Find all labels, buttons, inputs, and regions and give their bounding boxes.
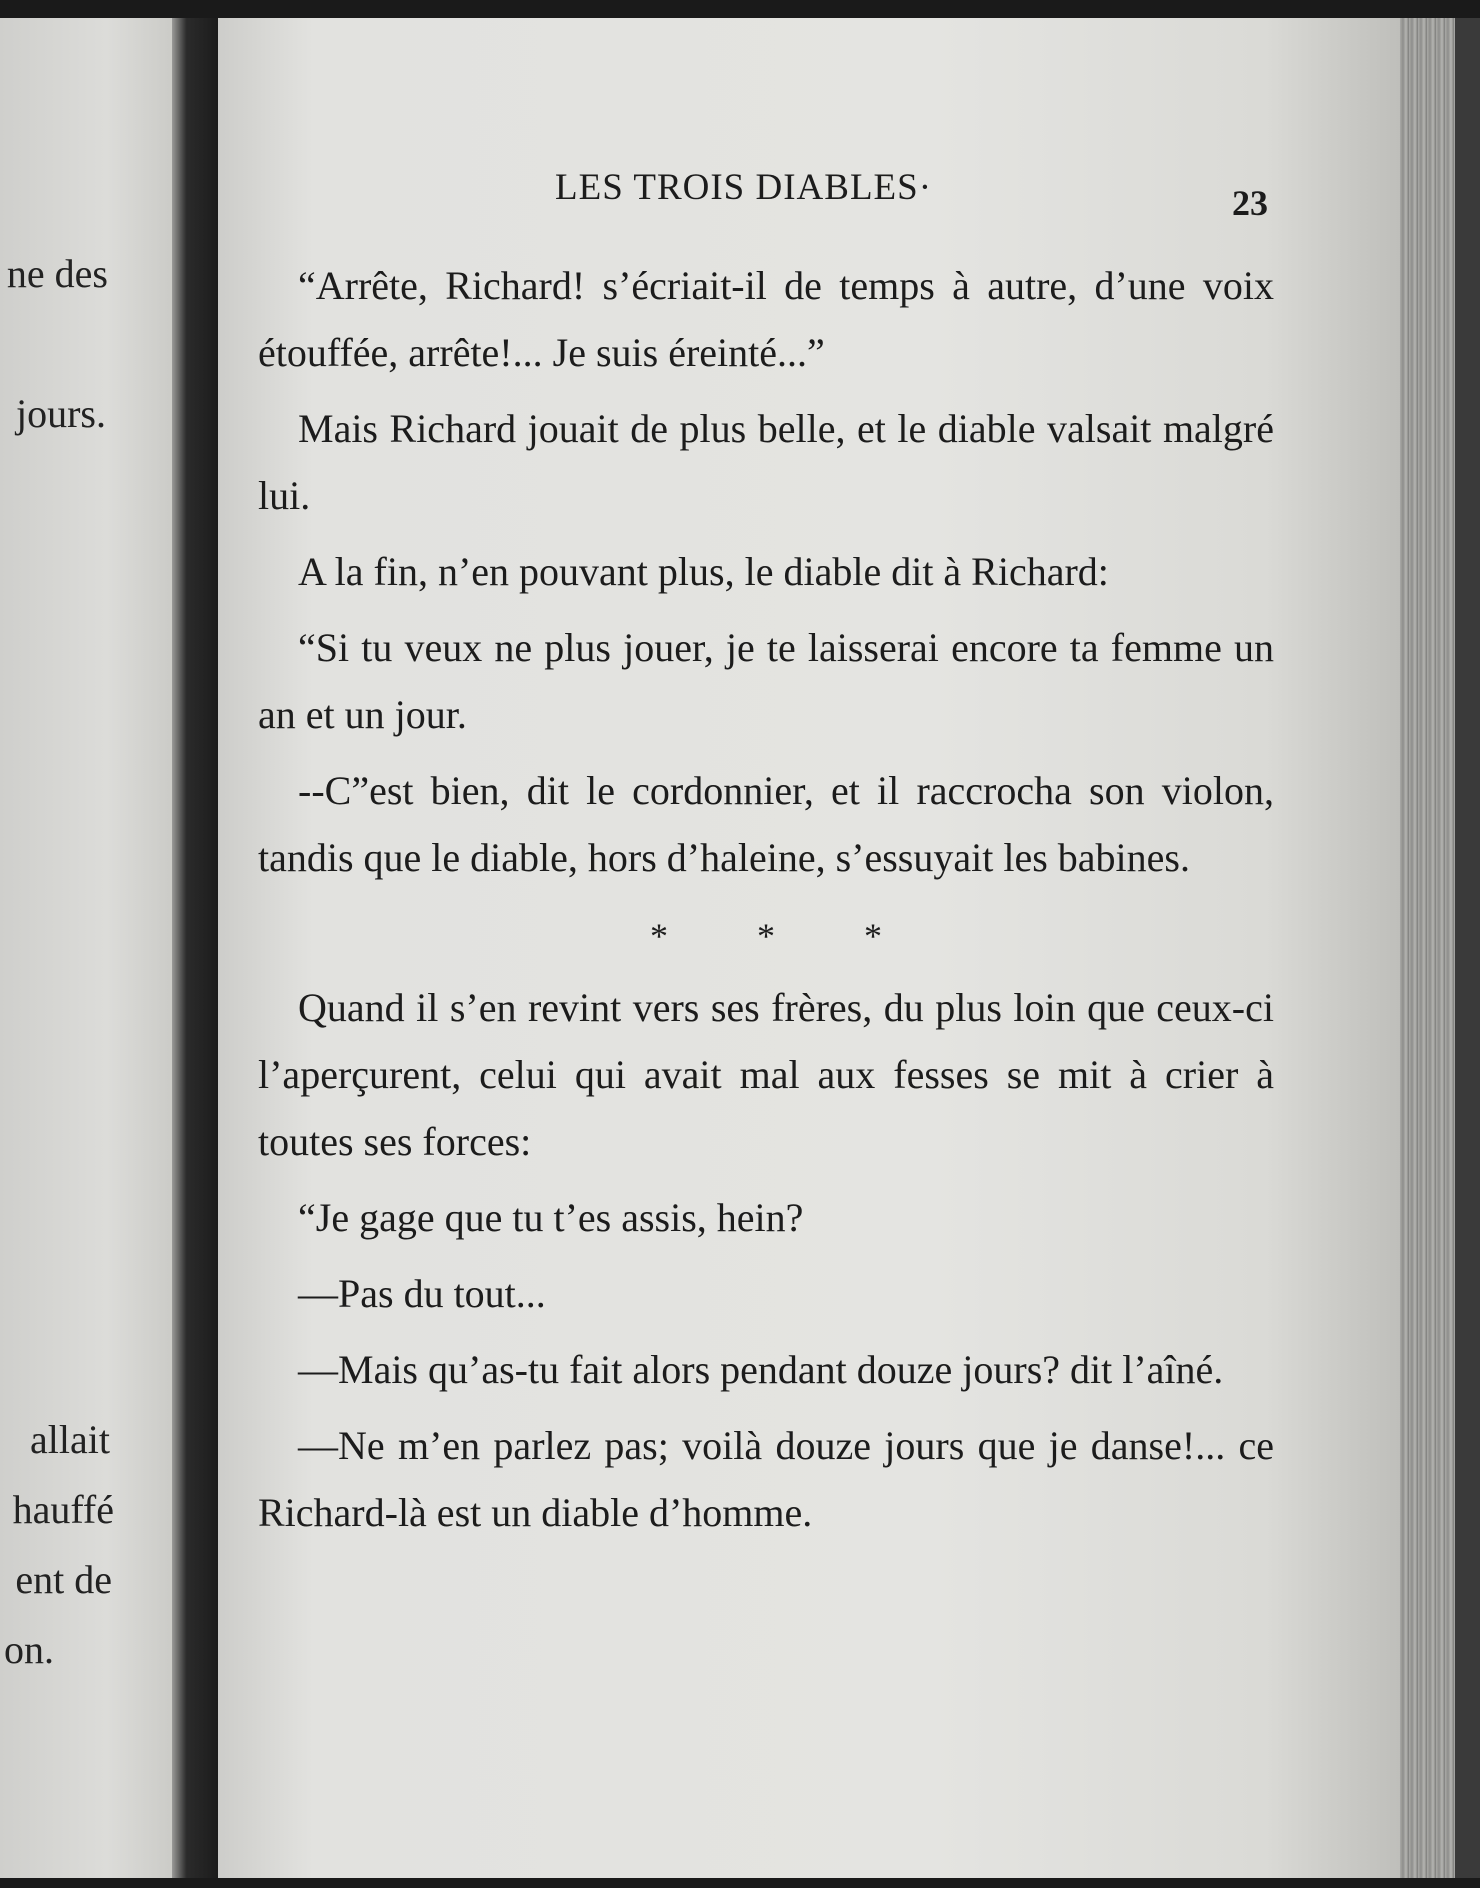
paragraph: “Si tu veux ne plus jouer, je te laisserai encore ta femme un an et un jour.: [258, 625, 1274, 737]
left-page-line: ne des: [6, 251, 108, 296]
left-page-line: allait: [30, 1417, 110, 1462]
left-page-line: hauffé: [12, 1487, 114, 1532]
paragraph: Quand il s’en revint vers ses frères, du plus loin que ceux-ci l’aperçurent, celui qui avait mal aux fesses se mit à crier à toutes ses forces:: [258, 985, 1274, 1164]
running-head: LES TROIS DIABLES·: [555, 167, 933, 208]
paragraph: —Mais qu’as-tu fait alors pendant douze jours? dit l’aîné.: [298, 1347, 1224, 1392]
paragraph: A la fin, n’en pouvant plus, le diable dit à Richard:: [298, 549, 1109, 594]
paragraph: —Ne m’en parlez pas; voilà douze jours que je danse!... ce Richard-là est un diable d’homme.: [258, 1423, 1274, 1535]
page-number: 23: [1232, 183, 1268, 223]
section-separator: * * *: [650, 916, 922, 956]
left-page-line: jours.: [16, 391, 106, 436]
book-gutter: [172, 18, 220, 1878]
paragraph: Mais Richard jouait de plus belle, et le diable valsait malgré lui.: [258, 406, 1274, 518]
book-edge-shadow: [1455, 18, 1480, 1878]
paragraph: “Je gage que tu t’es assis, hein?: [298, 1195, 804, 1240]
previous-page-fragment: [0, 18, 178, 1878]
paragraph: —Pas du tout...: [298, 1271, 546, 1316]
left-page-line: on.: [4, 1627, 54, 1672]
left-page-line: ent de: [15, 1557, 112, 1602]
body-text: [258, 252, 1274, 1555]
paragraph: “Arrête, Richard! s’écriait-il de temps à autre, d’une voix étouffée, arrête!... Je suis éreinté...”: [258, 263, 1274, 375]
paragraph: --C”est bien, dit le cordonnier, et il raccrocha son violon, tandis que le diable, hors d’haleine, s’essuyait les babines.: [258, 768, 1274, 880]
